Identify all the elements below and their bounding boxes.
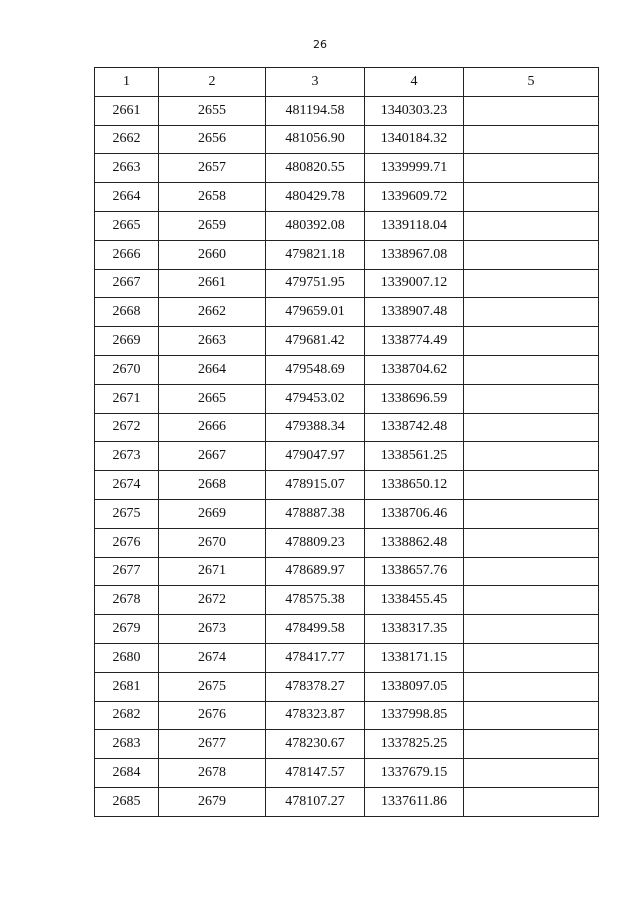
table-cell-col-1: 2667: [95, 269, 159, 298]
table-cell-col-4: 1338317.35: [365, 615, 464, 644]
table-cell-col-1: 2670: [95, 355, 159, 384]
table-cell-col-2: 2658: [159, 183, 266, 212]
table-cell-col-2: 2672: [159, 586, 266, 615]
table-cell-col-2: 2670: [159, 528, 266, 557]
table-cell-col-2: 2668: [159, 471, 266, 500]
table-row: [95, 701, 599, 730]
table-cell-col-5: [464, 298, 599, 327]
table-row: [95, 211, 599, 240]
table-cell-col-1: 2680: [95, 643, 159, 672]
table-cell-col-1: 2668: [95, 298, 159, 327]
table-cell-col-4: 1338097.05: [365, 672, 464, 701]
table-cell-col-4: 1339999.71: [365, 154, 464, 183]
table-cell-col-5: [464, 643, 599, 672]
table-cell-col-1: 2662: [95, 125, 159, 154]
table-cell-col-2: 2666: [159, 413, 266, 442]
table-cell-col-5: [464, 672, 599, 701]
column-header-5: 5: [464, 68, 599, 97]
table-row: [95, 557, 599, 586]
table-cell-col-3: 479681.42: [266, 327, 365, 356]
table-cell-col-1: 2665: [95, 211, 159, 240]
table-cell-col-1: 2673: [95, 442, 159, 471]
table-row: [95, 384, 599, 413]
table-row: [95, 183, 599, 212]
table-cell-col-1: 2678: [95, 586, 159, 615]
table-cell-col-1: 2672: [95, 413, 159, 442]
table-row: [95, 615, 599, 644]
table-cell-col-2: 2665: [159, 384, 266, 413]
table-cell-col-2: 2675: [159, 672, 266, 701]
table-cell-col-4: 1340303.23: [365, 96, 464, 125]
table-cell-col-5: [464, 615, 599, 644]
table-cell-col-4: 1338774.49: [365, 327, 464, 356]
table-row: [95, 787, 599, 816]
table-cell-col-2: 2655: [159, 96, 266, 125]
table-cell-col-1: 2685: [95, 787, 159, 816]
column-header-3: 3: [266, 68, 365, 97]
table-cell-col-3: 478915.07: [266, 471, 365, 500]
table-cell-col-3: 479388.34: [266, 413, 365, 442]
table-cell-col-2: 2676: [159, 701, 266, 730]
table-cell-col-3: 478809.23: [266, 528, 365, 557]
table-cell-col-4: 1337825.25: [365, 730, 464, 759]
table-cell-col-3: 480429.78: [266, 183, 365, 212]
table-cell-col-3: 478417.77: [266, 643, 365, 672]
table-cell-col-3: 479453.02: [266, 384, 365, 413]
table-cell-col-3: 478107.27: [266, 787, 365, 816]
table-cell-col-5: [464, 154, 599, 183]
table-cell-col-1: 2664: [95, 183, 159, 212]
table-cell-col-2: 2677: [159, 730, 266, 759]
table-cell-col-3: 478499.58: [266, 615, 365, 644]
table-row: [95, 269, 599, 298]
table-cell-col-3: 480392.08: [266, 211, 365, 240]
table-cell-col-4: 1339007.12: [365, 269, 464, 298]
table-cell-col-5: [464, 787, 599, 816]
table-cell-col-4: 1339118.04: [365, 211, 464, 240]
table-cell-col-5: [464, 269, 599, 298]
table-cell-col-3: 481194.58: [266, 96, 365, 125]
table-cell-col-1: 2677: [95, 557, 159, 586]
table-cell-col-4: 1338696.59: [365, 384, 464, 413]
table-cell-col-4: 1338706.46: [365, 499, 464, 528]
table-row: [95, 730, 599, 759]
table-cell-col-2: 2664: [159, 355, 266, 384]
table-row: [95, 528, 599, 557]
table-cell-col-2: 2661: [159, 269, 266, 298]
table-cell-col-4: 1338907.48: [365, 298, 464, 327]
table-cell-col-3: 478887.38: [266, 499, 365, 528]
table-cell-col-4: 1338657.76: [365, 557, 464, 586]
table-cell-col-1: 2679: [95, 615, 159, 644]
table-cell-col-3: 479751.95: [266, 269, 365, 298]
table-cell-col-5: [464, 384, 599, 413]
table-cell-col-3: 479548.69: [266, 355, 365, 384]
table-cell-col-3: 478230.67: [266, 730, 365, 759]
table-cell-col-2: 2673: [159, 615, 266, 644]
table-cell-col-5: [464, 701, 599, 730]
table-cell-col-5: [464, 730, 599, 759]
table-cell-col-1: 2671: [95, 384, 159, 413]
table-cell-col-1: 2675: [95, 499, 159, 528]
table-cell-col-3: 479047.97: [266, 442, 365, 471]
table-cell-col-2: 2679: [159, 787, 266, 816]
table-cell-col-3: 480820.55: [266, 154, 365, 183]
table-cell-col-4: 1338742.48: [365, 413, 464, 442]
table-cell-col-1: 2663: [95, 154, 159, 183]
table-cell-col-2: 2669: [159, 499, 266, 528]
table-row: [95, 672, 599, 701]
table-header-row: [95, 68, 599, 97]
table-cell-col-2: 2663: [159, 327, 266, 356]
table-cell-col-4: 1337679.15: [365, 759, 464, 788]
table-cell-col-1: 2661: [95, 96, 159, 125]
table-cell-col-5: [464, 413, 599, 442]
table-cell-col-2: 2656: [159, 125, 266, 154]
table-cell-col-5: [464, 759, 599, 788]
table-cell-col-3: 478378.27: [266, 672, 365, 701]
table-cell-col-2: 2662: [159, 298, 266, 327]
table-row: [95, 471, 599, 500]
table-cell-col-2: 2671: [159, 557, 266, 586]
table-cell-col-1: 2666: [95, 240, 159, 269]
table-cell-col-5: [464, 499, 599, 528]
table-row: [95, 355, 599, 384]
table-cell-col-2: 2678: [159, 759, 266, 788]
column-header-1: 1: [95, 68, 159, 97]
table-cell-col-5: [464, 355, 599, 384]
table-cell-col-4: 1338650.12: [365, 471, 464, 500]
table-row: [95, 442, 599, 471]
table-cell-col-2: 2659: [159, 211, 266, 240]
table-row: [95, 125, 599, 154]
table-cell-col-2: 2667: [159, 442, 266, 471]
table-cell-col-3: 481056.90: [266, 125, 365, 154]
table-cell-col-3: 479659.01: [266, 298, 365, 327]
table-cell-col-5: [464, 557, 599, 586]
table-cell-col-5: [464, 96, 599, 125]
coordinates-table: [94, 67, 599, 817]
table-cell-col-4: 1337611.86: [365, 787, 464, 816]
table-cell-col-1: 2669: [95, 327, 159, 356]
table-cell-col-5: [464, 183, 599, 212]
table-cell-col-5: [464, 442, 599, 471]
table-cell-col-4: 1338171.15: [365, 643, 464, 672]
table-cell-col-4: 1338967.08: [365, 240, 464, 269]
table-cell-col-5: [464, 471, 599, 500]
table-cell-col-5: [464, 125, 599, 154]
table-row: [95, 298, 599, 327]
table-cell-col-1: 2683: [95, 730, 159, 759]
table-cell-col-5: [464, 586, 599, 615]
table-row: [95, 240, 599, 269]
table-cell-col-3: 478147.57: [266, 759, 365, 788]
table-cell-col-5: [464, 528, 599, 557]
table-row: [95, 413, 599, 442]
table-cell-col-3: 478575.38: [266, 586, 365, 615]
table-cell-col-2: 2660: [159, 240, 266, 269]
table-row: [95, 154, 599, 183]
table-row: [95, 96, 599, 125]
table-row: [95, 586, 599, 615]
column-header-2: 2: [159, 68, 266, 97]
table-row: [95, 499, 599, 528]
column-header-4: 4: [365, 68, 464, 97]
table-cell-col-4: 1339609.72: [365, 183, 464, 212]
page-number: 26: [313, 38, 327, 51]
table-cell-col-2: 2657: [159, 154, 266, 183]
table-cell-col-2: 2674: [159, 643, 266, 672]
table-cell-col-1: 2674: [95, 471, 159, 500]
table-cell-col-3: 478689.97: [266, 557, 365, 586]
table-cell-col-5: [464, 327, 599, 356]
table-cell-col-3: 478323.87: [266, 701, 365, 730]
table-cell-col-4: 1338704.62: [365, 355, 464, 384]
table-row: [95, 759, 599, 788]
table-row: [95, 643, 599, 672]
table-cell-col-1: 2684: [95, 759, 159, 788]
table-body: [95, 96, 599, 816]
table-cell-col-4: 1338455.45: [365, 586, 464, 615]
table-cell-col-5: [464, 211, 599, 240]
table-cell-col-4: 1338561.25: [365, 442, 464, 471]
table-cell-col-1: 2676: [95, 528, 159, 557]
table-cell-col-4: 1337998.85: [365, 701, 464, 730]
table-cell-col-3: 479821.18: [266, 240, 365, 269]
table-cell-col-4: 1338862.48: [365, 528, 464, 557]
table-cell-col-4: 1340184.32: [365, 125, 464, 154]
table-cell-col-1: 2682: [95, 701, 159, 730]
table-cell-col-1: 2681: [95, 672, 159, 701]
table-row: [95, 327, 599, 356]
table-cell-col-5: [464, 240, 599, 269]
